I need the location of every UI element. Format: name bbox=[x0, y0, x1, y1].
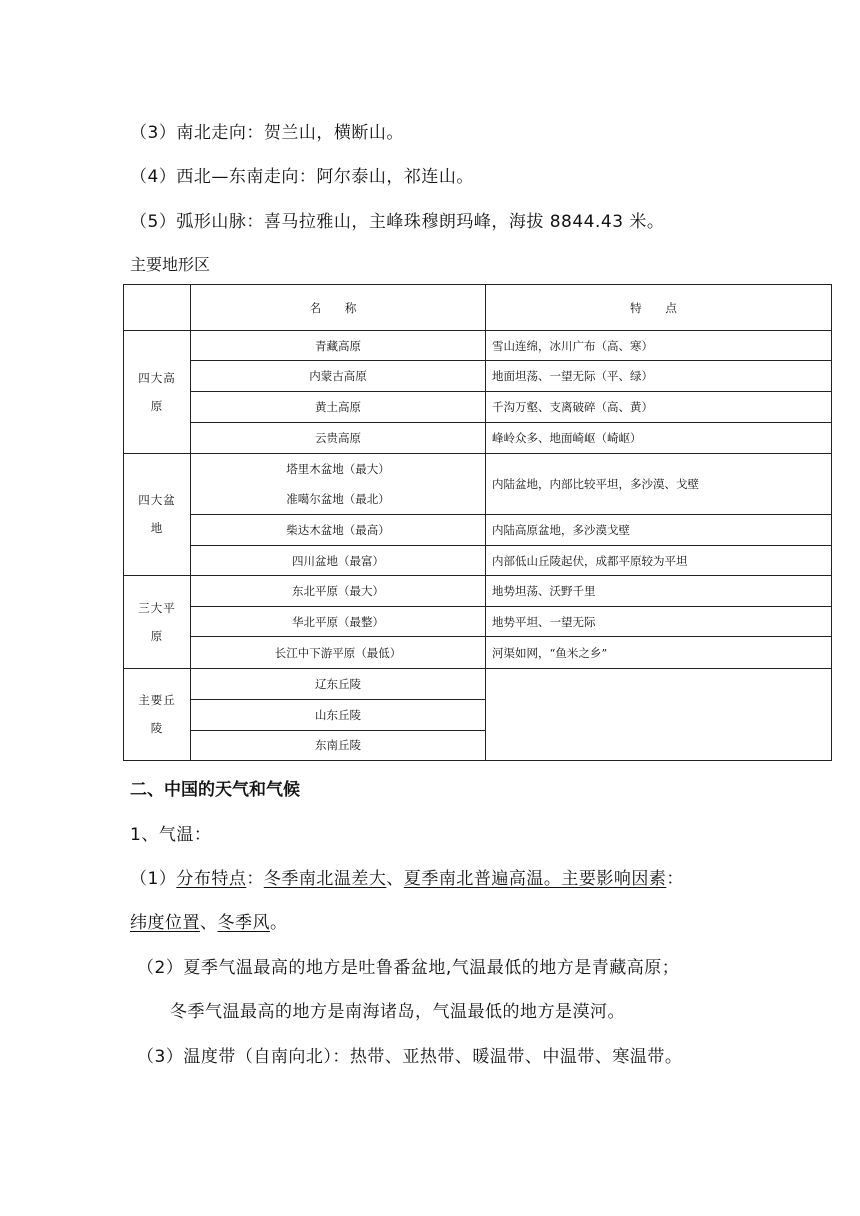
table-row bbox=[124, 637, 832, 668]
region-feature-empty bbox=[486, 668, 832, 760]
table-row bbox=[124, 668, 832, 699]
text-line-ns-mountains: （3）南北走向：贺兰山，横断山。 bbox=[130, 123, 404, 143]
table-row bbox=[124, 453, 832, 514]
region-name: 青藏高原 bbox=[191, 331, 486, 361]
region-feature: 千沟万壑、支离破碎（高、黄） bbox=[486, 392, 832, 422]
region-name: 东北平原（最大） bbox=[191, 576, 486, 607]
underline-winter-monsoon: 冬季风 bbox=[217, 913, 270, 933]
text-summer-extremes: （2）夏季气温最高的地方是吐鲁番盆地,气温最低的地方是青藏高原； bbox=[137, 958, 680, 978]
region-feature: 河渠如网，“鱼米之乡” bbox=[486, 637, 832, 668]
region-feature: 内陆高原盆地，多沙漠戈壁 bbox=[486, 514, 832, 545]
region-name: 云贵高原 bbox=[191, 422, 486, 453]
table-header-feature: 特 点 bbox=[486, 285, 832, 331]
region-feature: 地势坦荡、沃野千里 bbox=[486, 576, 832, 607]
table-row bbox=[124, 422, 832, 453]
category-plateaus: 四大高 原 bbox=[124, 331, 191, 454]
subsection-temperature: 1、气温： bbox=[130, 825, 212, 845]
table-row bbox=[124, 331, 832, 361]
underline-summer-high: 夏季南北普遍高温。主要影响因素 bbox=[403, 869, 667, 889]
region-name: 塔里木盆地（最大） 准噶尔盆地（最北） bbox=[191, 453, 486, 514]
text-temperature-distribution: （1）分布特点：冬季南北温差大、夏季南北普遍高温。主要影响因素： bbox=[130, 869, 684, 889]
region-name: 四川盆地（最富） bbox=[191, 546, 486, 576]
region-name: 黄土高原 bbox=[191, 392, 486, 422]
section-title-weather-climate: 二、中国的天气和气候 bbox=[130, 780, 300, 800]
text-temperature-zones: （3）温度带（自南向北）：热带、亚热带、暖温带、中温带、寒温带。 bbox=[137, 1047, 683, 1067]
region-name: 柴达木盆地（最高） bbox=[191, 514, 486, 545]
category-hills: 主要丘 陵 bbox=[124, 668, 191, 760]
terrain-table bbox=[123, 284, 832, 761]
table-row bbox=[124, 514, 832, 545]
underline-latitude: 纬度位置 bbox=[130, 913, 200, 933]
table-header-empty bbox=[124, 285, 191, 331]
text-temperature-factors: 纬度位置、冬季风。 bbox=[130, 913, 288, 933]
table-row bbox=[124, 607, 832, 637]
region-feature: 地面坦荡、一望无际（平、绿） bbox=[486, 361, 832, 392]
region-name: 长江中下游平原（最低） bbox=[191, 637, 486, 668]
text-winter-extremes: 冬季气温最高的地方是南海诸岛，气温最低的地方是漠河。 bbox=[170, 1002, 625, 1022]
table-row bbox=[124, 361, 832, 392]
region-feature: 雪山连绵，冰川广布（高、寒） bbox=[486, 331, 832, 361]
region-name: 内蒙古高原 bbox=[191, 361, 486, 392]
region-feature: 内陆盆地，内部比较平坦，多沙漠、戈壁 bbox=[486, 453, 832, 514]
region-feature: 峰岭众多、地面崎岖（崎岖） bbox=[486, 422, 832, 453]
underline-winter-diff: 冬季南北温差大 bbox=[263, 869, 387, 889]
table-row bbox=[124, 546, 832, 576]
table-header-name: 名 称 bbox=[191, 285, 486, 331]
region-name: 华北平原（最整） bbox=[191, 607, 486, 637]
underline-distribution: 分布特点 bbox=[176, 869, 247, 889]
table-title: 主要地形区 bbox=[130, 255, 211, 274]
region-name: 辽东丘陵 bbox=[191, 668, 486, 699]
region-feature: 地势平坦、一望无际 bbox=[486, 607, 832, 637]
text-line-arc-mountains: （5）弧形山脉：喜马拉雅山，主峰珠穆朗玛峰，海拔 8844.43 米。 bbox=[130, 212, 665, 232]
category-plains: 三大平 原 bbox=[124, 576, 191, 668]
table-row bbox=[124, 392, 832, 422]
region-name: 山东丘陵 bbox=[191, 699, 486, 730]
table-header-row bbox=[124, 285, 832, 331]
region-feature: 内部低山丘陵起伏，成都平原较为平坦 bbox=[486, 546, 832, 576]
table-row bbox=[124, 576, 832, 607]
text-line-nw-se-mountains: （4）西北—东南走向：阿尔泰山，祁连山。 bbox=[130, 167, 474, 187]
category-basins: 四大盆 地 bbox=[124, 453, 191, 576]
region-name: 东南丘陵 bbox=[191, 730, 486, 760]
